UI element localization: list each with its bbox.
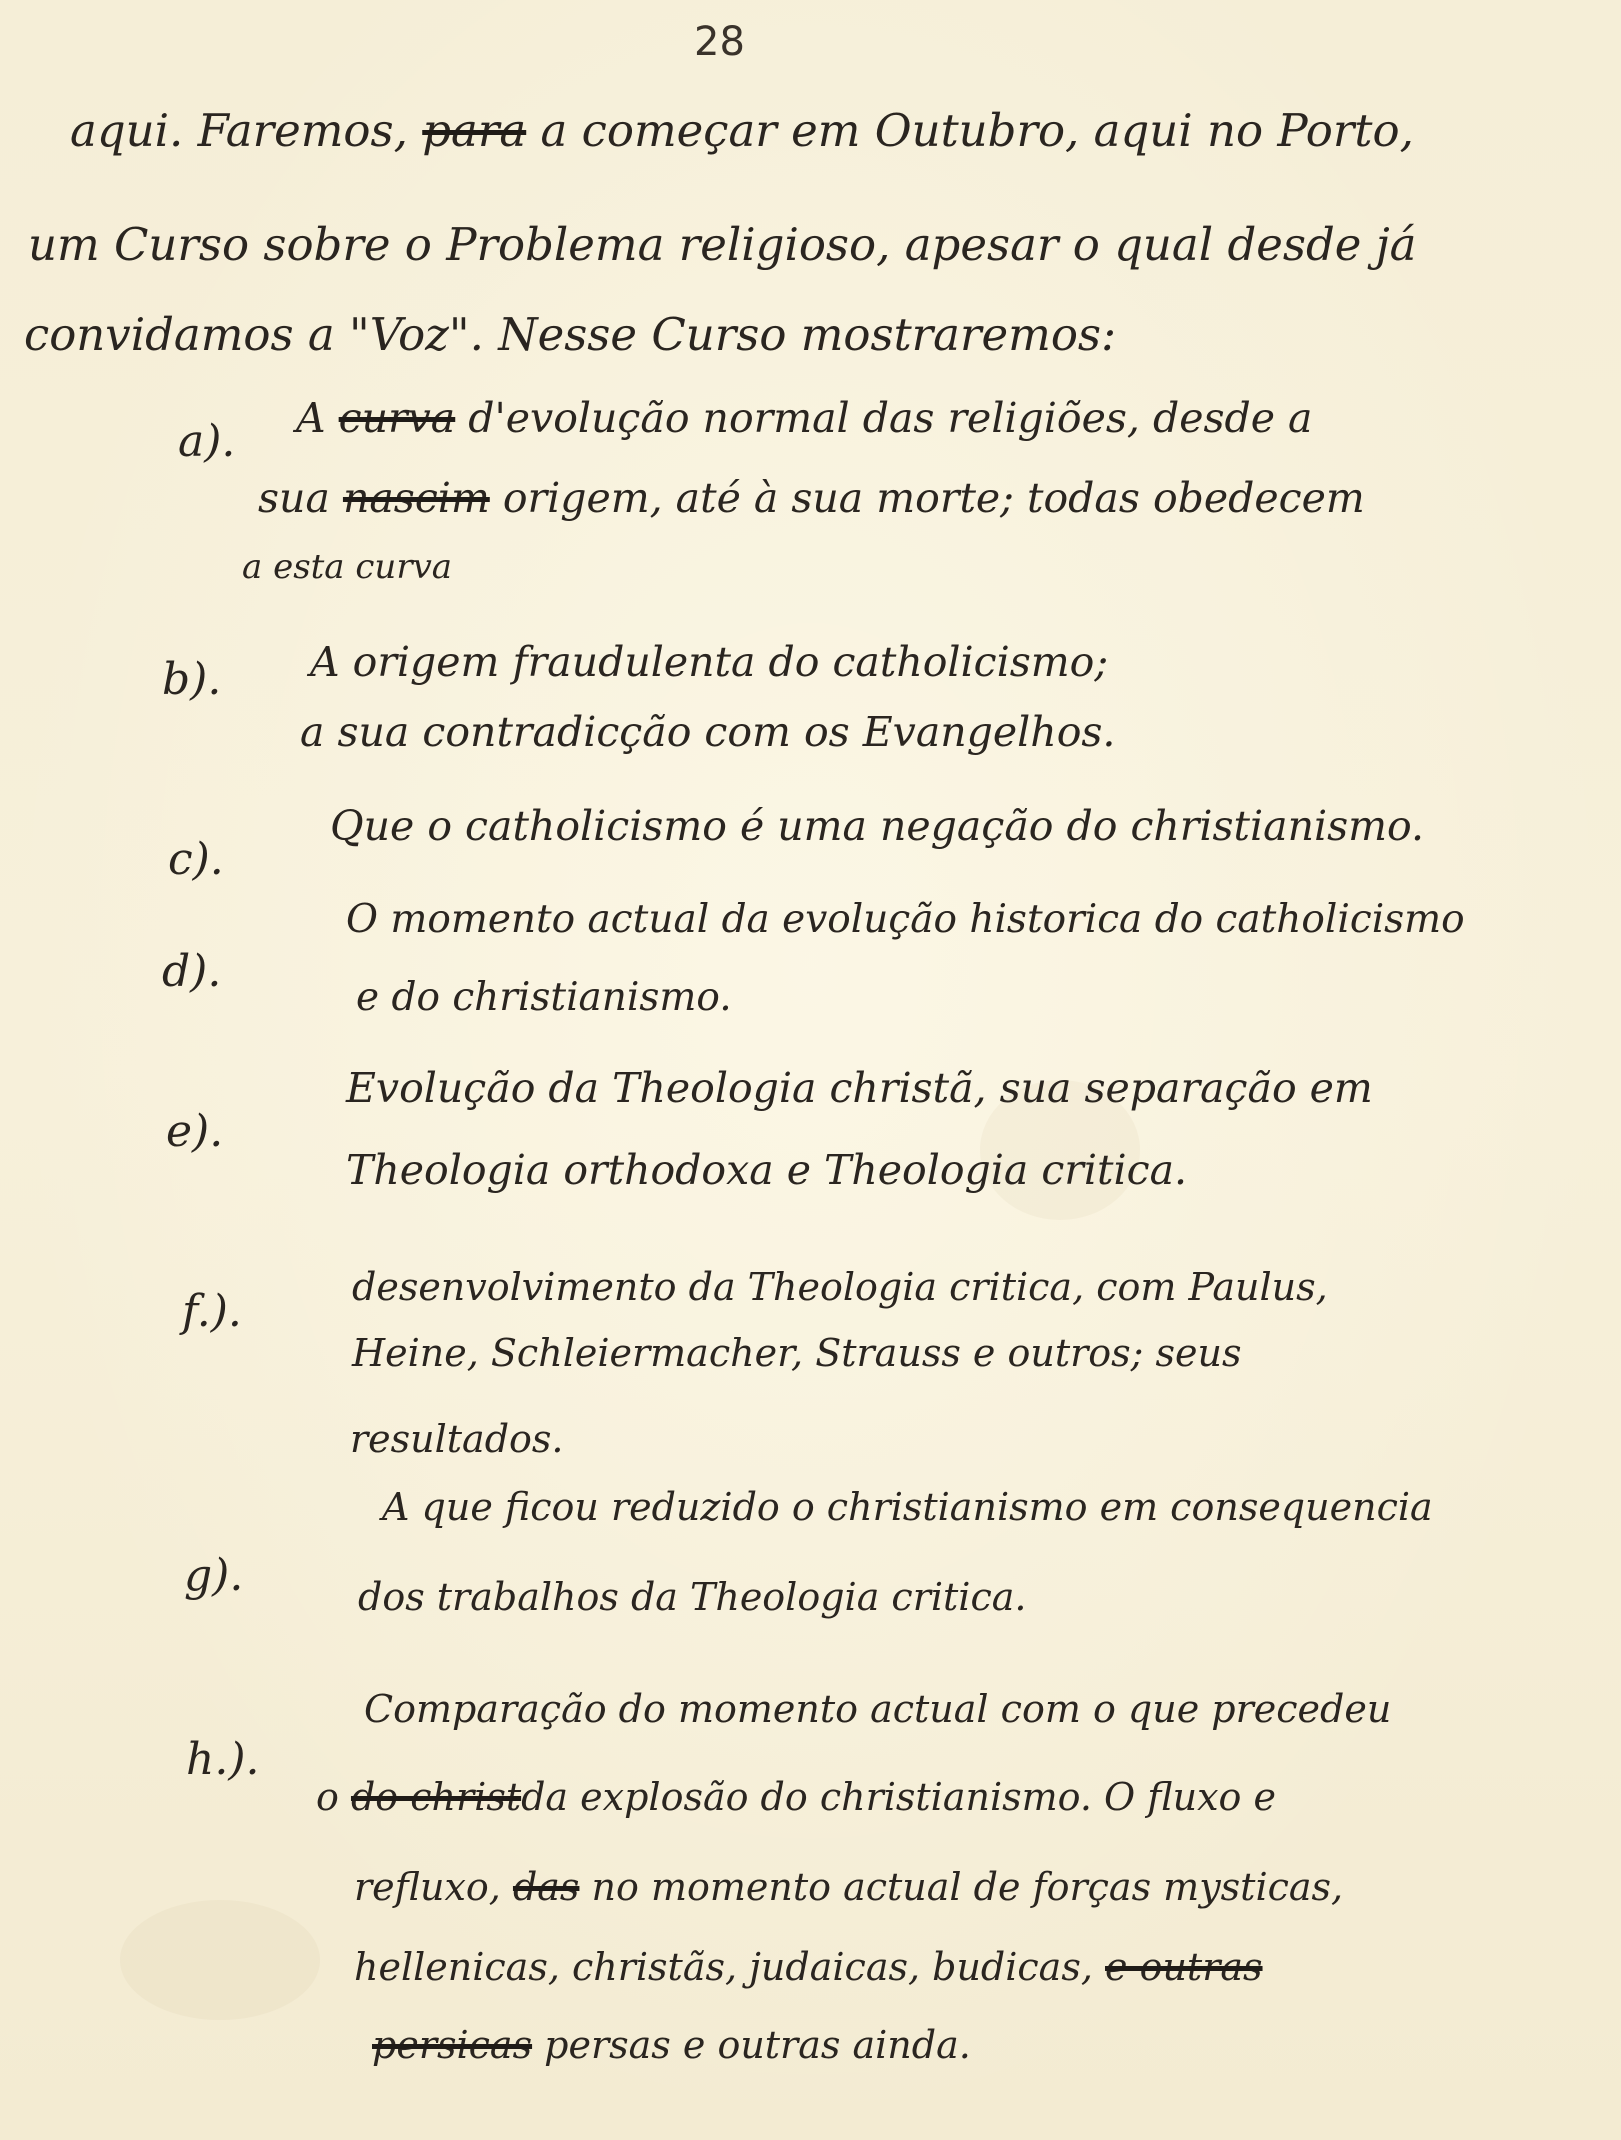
item-a-line: A curva d'evolução normal das religiões, desde a — [296, 394, 1313, 442]
item-a-line: a esta curva — [242, 547, 453, 587]
intro-line: aqui. Faremos, para a começar em Outubro, aqui no Porto, — [70, 104, 1414, 157]
item-e-line: Theologia orthodoxa e Theologia critica. — [346, 1146, 1188, 1194]
item-c-line: Que o catholicismo é uma negação do christianismo. — [330, 802, 1425, 850]
struck-word: do christ — [350, 1775, 522, 1819]
item-h-line: o do christda explosão do christianismo. O fluxo e — [316, 1775, 1276, 1819]
item-label-e: e). — [166, 1106, 224, 1157]
item-label-a: a). — [178, 416, 236, 467]
item-d-line: O momento actual da evolução historica do catholicismo — [346, 897, 1465, 942]
item-label-g: g). — [184, 1550, 244, 1601]
item-f-line: resultados. — [350, 1417, 564, 1461]
item-f-line: Heine, Schleiermacher, Strauss e outros; seus — [352, 1331, 1242, 1375]
item-g-line: dos trabalhos da Theologia critica. — [358, 1575, 1027, 1619]
page-number: 28 — [694, 19, 745, 65]
item-h-line: refluxo, das no momento actual de forças mysticas, — [354, 1865, 1344, 1909]
item-g-line: A que ficou reduzido o christianismo em consequencia — [382, 1485, 1433, 1529]
item-a-line: sua nascim origem, até à sua morte; todas obedecem — [258, 474, 1365, 522]
item-label-f: f.). — [182, 1286, 242, 1337]
item-f-line: desenvolvimento da Theologia critica, com Paulus, — [352, 1265, 1328, 1309]
item-h-line: Comparação do momento actual com o que precedeu — [364, 1687, 1392, 1731]
item-b-line: a sua contradicção com os Evangelhos. — [300, 708, 1116, 756]
item-label-b: b). — [162, 654, 222, 705]
item-d-line: e do christianismo. — [356, 975, 732, 1020]
struck-word: das — [512, 1865, 580, 1909]
struck-word: curva — [338, 394, 456, 442]
intro-line: convidamos a "Voz". Nesse Curso mostraremos: — [24, 308, 1117, 361]
struck-word: persicas — [372, 2023, 533, 2067]
item-h-line: hellenicas, christãs, judaicas, budicas, e outras — [354, 1945, 1263, 1989]
item-label-d: d). — [162, 946, 222, 997]
item-label-c: c). — [168, 834, 224, 885]
item-e-line: Evolução da Theologia christã, sua separação em — [346, 1064, 1373, 1112]
struck-word: para — [422, 104, 527, 157]
item-label-h: h.). — [186, 1734, 260, 1785]
struck-word: nascim — [342, 474, 490, 522]
item-b-line: A origem fraudulenta do catholicismo; — [310, 638, 1109, 686]
paper-stain — [120, 1900, 320, 2020]
struck-word: e outras — [1105, 1945, 1263, 1989]
item-h-line: persicas persas e outras ainda. — [372, 2023, 971, 2067]
intro-line: um Curso sobre o Problema religioso, apesar o qual desde já — [28, 218, 1417, 271]
